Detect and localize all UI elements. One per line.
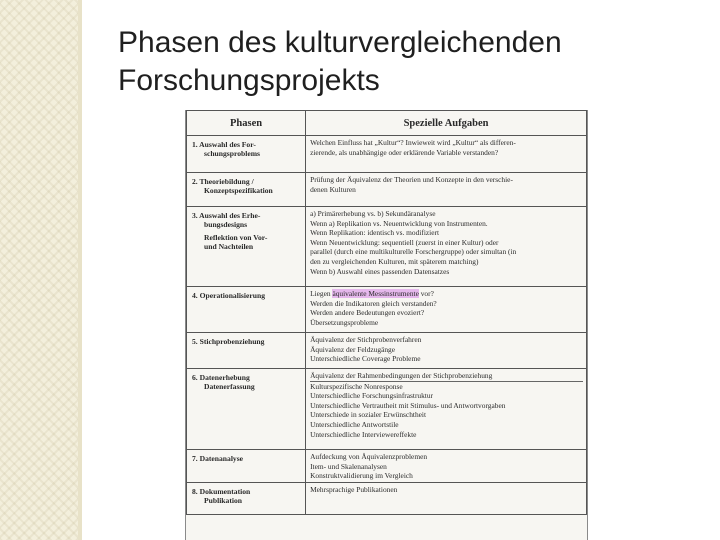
task-line: Äquivalenz der Stichprobenverfahren — [310, 335, 422, 344]
phase-label — [187, 287, 305, 302]
phase-line: schungsproblems — [204, 149, 260, 158]
tasks-cell — [306, 173, 587, 207]
phase-line: Datenerfassung — [204, 382, 255, 391]
tasks-cell — [306, 482, 587, 514]
phases-table — [186, 110, 587, 515]
task-line: denen Kulturen — [310, 184, 356, 194]
table-row — [187, 333, 587, 369]
tasks-cell — [306, 450, 587, 483]
phase-cell — [187, 287, 306, 333]
task-line: Werden die Indikatoren gleich verstanden? — [310, 298, 437, 308]
task-line: Unterschiede in sozialer Erwünschtheit — [310, 410, 427, 420]
task-line: zierende, als unabhängige oder erklärende Variable verstanden? — [310, 147, 499, 157]
phase-line: 6. Datenerhebung — [192, 373, 250, 382]
phase-line: 4. Operationalisierung — [192, 291, 265, 300]
slide-title-line: Forschungsprojekts — [118, 64, 380, 97]
task-line: Kulturspezifische Nonresponse — [310, 381, 403, 391]
phase-subnote — [192, 233, 302, 251]
table-row — [187, 207, 587, 287]
header-phasen: Phasen — [187, 111, 306, 136]
tasks-text — [306, 287, 586, 328]
phase-subnote-line: und Nachteilen — [204, 242, 254, 251]
table-row — [187, 287, 587, 333]
task-line: Wenn a) Replikation vs. Neuentwicklung von Instrumenten. — [310, 218, 488, 228]
slide-title-line: Phasen des kulturvergleichenden — [118, 26, 562, 59]
phase-cell — [187, 369, 306, 450]
phase-label — [187, 333, 305, 348]
task-line: Unterschiedliche Antwortstile — [310, 419, 399, 429]
task-line: Wenn b) Auswahl eines passenden Datensatzes — [310, 266, 450, 276]
table-header-row — [187, 111, 587, 136]
task-line: Unterschiedliche Coverage Probleme — [310, 354, 421, 364]
highlighted-text: äquivalente Messinstrumente — [332, 289, 419, 298]
task-line: Äquivalenz der Feldzugänge — [310, 344, 396, 354]
tasks-text — [306, 173, 586, 195]
tasks-cell — [306, 287, 587, 333]
task-line: den zu vergleichenden Kulturen, mit späterem matching) — [310, 256, 479, 266]
header-spezielle-aufgaben: Spezielle Aufgaben — [306, 111, 587, 136]
table-body — [187, 136, 587, 515]
tasks-text — [306, 207, 586, 277]
tasks-cell — [306, 207, 587, 287]
task-line: Welchen Einfluss hat „Kultur“? Inwieweit wird „Kultur“ als differen- — [310, 138, 516, 147]
sidebar-texture — [0, 0, 78, 540]
phase-subnote-line: Reflektion von Vor- — [204, 233, 268, 242]
phase-cell — [187, 173, 306, 207]
task-line: Wenn Replikation: identisch vs. modifiziert — [310, 228, 439, 238]
phase-line: bungsdesigns — [204, 220, 248, 229]
task-line: Übersetzungsprobleme — [310, 317, 379, 327]
task-text: Liegen — [310, 289, 333, 298]
task-line: Item- und Skalenanalysen — [310, 461, 387, 471]
phase-line: 1. Auswahl des For- — [192, 140, 256, 149]
table-row — [187, 369, 587, 450]
task-text: vor? — [418, 289, 434, 298]
task-line: a) Primärerhebung vs. b) Sekundäranalyse — [310, 209, 436, 218]
phase-line: 7. Datenanalyse — [192, 454, 244, 463]
task-line: Unterschiedliche Forschungsinfrastruktur — [310, 391, 434, 401]
table-row — [187, 482, 587, 514]
phase-line: Publikation — [204, 495, 242, 505]
task-line: Mehrsprachige Publikationen — [310, 484, 398, 494]
tasks-text — [306, 369, 586, 440]
task-line: Unterschiedliche Interviewereffekte — [310, 429, 417, 439]
task-line: Unterschiedliche Vertrautheit mit Stimulus- und Antwortvorgaben — [310, 400, 506, 410]
phase-cell — [187, 333, 306, 369]
phase-label — [187, 207, 305, 253]
task-line: Äquivalenz der Rahmenbedingungen der Stichprobenziehung — [310, 371, 583, 382]
task-line: Wenn Neuentwicklung: sequentiell (zuerst in einer Kultur) oder — [310, 237, 499, 247]
phase-label — [187, 136, 305, 160]
tasks-cell — [306, 136, 587, 173]
task-line: parallel (durch eine multikulturelle Forschergruppe) oder simultan (in — [310, 247, 517, 257]
phase-label — [187, 450, 305, 465]
phase-line: 8. Dokumentation — [192, 486, 251, 496]
phase-cell — [187, 450, 306, 483]
tasks-text — [306, 450, 586, 482]
slide-title — [118, 24, 698, 100]
task-line: Prüfung der Äquivalenz der Theorien und Konzepte in den verschie- — [310, 175, 513, 184]
phase-cell — [187, 482, 306, 514]
table-row — [187, 450, 587, 483]
task-line: Werden andere Bedeutungen evoziert? — [310, 308, 425, 318]
table-row — [187, 136, 587, 173]
phase-line: 5. Stichprobenziehung — [192, 337, 265, 346]
phase-cell — [187, 136, 306, 173]
phase-label — [187, 173, 305, 197]
phase-line: 3. Auswahl des Erhe- — [192, 211, 261, 220]
tasks-text — [306, 483, 586, 496]
task-line: Konstruktvalidierung im Vergleich — [310, 471, 413, 481]
phase-label — [187, 369, 305, 393]
table-row — [187, 173, 587, 207]
tasks-cell — [306, 369, 587, 450]
tasks-cell — [306, 333, 587, 369]
phase-line: 2. Theoriebildung / — [192, 177, 254, 186]
sidebar-edge — [78, 0, 82, 540]
phase-cell — [187, 207, 306, 287]
tasks-text — [306, 333, 586, 365]
tasks-text — [306, 136, 586, 158]
phase-line: Konzeptspezifikation — [204, 186, 273, 195]
task-line: Aufdeckung von Äquivalenzproblemen — [310, 452, 428, 461]
phase-label — [187, 483, 305, 507]
task-line — [310, 289, 583, 299]
scanned-table-image — [185, 110, 588, 540]
